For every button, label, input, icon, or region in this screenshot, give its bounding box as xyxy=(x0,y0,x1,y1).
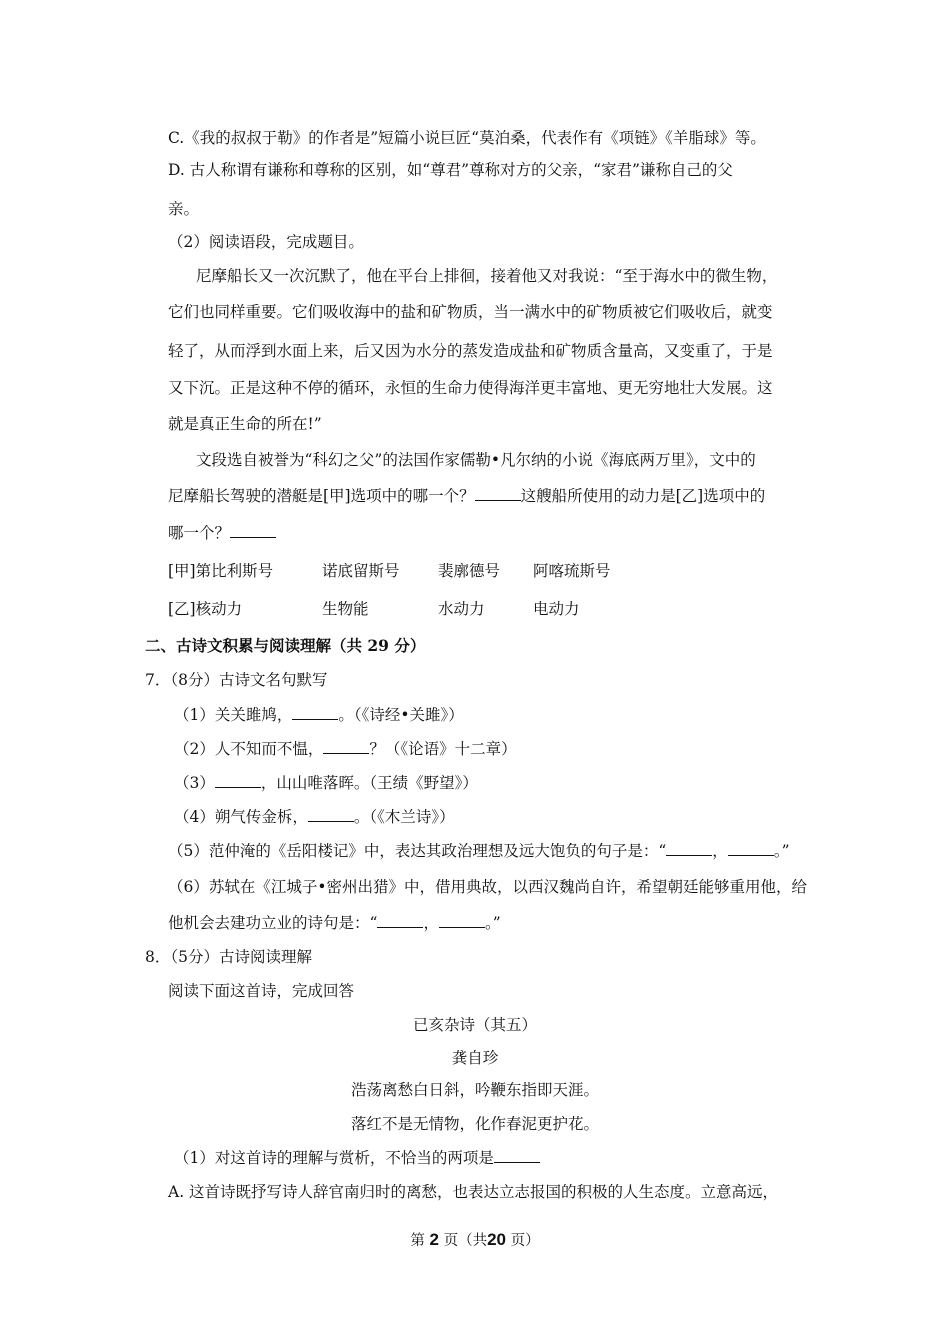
footer-total-pages: 20 xyxy=(487,1230,506,1249)
answer-blank[interactable] xyxy=(475,486,521,501)
q6-question-line1: 文段选自被誉为“科幻之父”的法国作家儒勒•凡尔纳的小说《海底两万里》，文中的 xyxy=(196,451,756,469)
q7-item5-text-c: 。” xyxy=(773,842,790,860)
q7-item6-text-a: 他机会去建功立业的诗句是：“ xyxy=(168,914,378,932)
q8-sub1-text: （1）对这首诗的理解与赏析，不恰当的两项是 xyxy=(174,1149,494,1167)
q6-question-line2 xyxy=(168,484,765,508)
q8-sub-1 xyxy=(174,1146,540,1170)
q7-item1-text-a: （1）关关雎鸠， xyxy=(174,706,293,724)
q7-item6-text-c: 。” xyxy=(484,914,501,932)
poem-line-1: 浩荡离愁白日斜，吟鞭东指即天涯。 xyxy=(350,1081,599,1099)
q8-instruction: 阅读下面这首诗，完成回答 xyxy=(168,982,355,1000)
q7-item6-text-b: ， xyxy=(423,914,439,932)
answer-blank[interactable] xyxy=(323,739,369,754)
q7-item5-text-a: （5）范仲淹的《岳阳楼记》中，表达其政治理想及远大饱负的句子是：“ xyxy=(168,842,667,860)
footer-middle: 页（共 xyxy=(443,1233,488,1249)
q7-item-4 xyxy=(174,805,455,829)
q7-item3-text-a: （3） xyxy=(174,774,215,792)
answer-blank[interactable] xyxy=(377,913,423,928)
jia-option-2: 诺底留斯号 xyxy=(322,562,400,580)
passage-line-5: 就是真正生命的所在!” xyxy=(168,415,322,433)
q7-item1-text-b: 。（《诗经•关雎》） xyxy=(338,706,464,724)
answer-blank[interactable] xyxy=(494,1148,540,1163)
yi-option-3: 水动力 xyxy=(438,600,485,618)
q7-item2-text-b: ？（《论语》十二章） xyxy=(369,740,517,758)
q7-item-6-line2 xyxy=(168,911,501,935)
q6-part2-heading: （2）阅读语段，完成题目。 xyxy=(168,233,364,251)
poem-title: 已亥杂诗（其五） xyxy=(412,1016,537,1034)
option-d-line2: 亲。 xyxy=(168,200,200,218)
option-c: C.《我的叔叔于勒》的作者是”短篇小说巨匠“莫泊桑，代表作有《项链》《羊脂球》等。 xyxy=(168,129,766,147)
footer-suffix: 页） xyxy=(510,1233,540,1249)
q7-header: 7．（8分）古诗文名句默写 xyxy=(145,671,328,689)
passage-line-4: 又下沉。正是这种不停的循环，永恒的生命力使得海洋更丰富地、更无穷地壮大发展。这 xyxy=(168,379,773,397)
q7-item4-text-a: （4）朔气传金柝， xyxy=(174,808,308,826)
answer-blank[interactable] xyxy=(230,523,276,538)
q6-question-text-b: 这艘船所使用的动力是[乙]选项中的 xyxy=(520,487,766,505)
jia-option-4: 阿喀琉斯号 xyxy=(533,562,611,580)
q7-item2-text-a: （2）人不知而不愠， xyxy=(174,740,324,758)
q7-item4-text-b: 。（《木兰诗》） xyxy=(353,808,455,826)
footer-prefix: 第 xyxy=(410,1233,425,1249)
answer-blank[interactable] xyxy=(666,841,712,856)
q7-item-1 xyxy=(174,703,464,727)
passage-line-2: 它们也同样重要。它们吸收海中的盐和矿物质，当一满水中的矿物质被它们吸收后，就变 xyxy=(168,303,773,321)
answer-blank[interactable] xyxy=(439,913,485,928)
answer-blank[interactable] xyxy=(215,773,261,788)
yi-option-1: [乙]核动力 xyxy=(168,600,243,618)
answer-blank[interactable] xyxy=(292,705,338,720)
q7-item-2 xyxy=(174,737,517,761)
q8-option-a: A. 这首诗既抒写诗人辞官南归时的离愁，也表达立志报国的积极的人生态度。立意高远， xyxy=(168,1183,779,1201)
q7-item3-text-b: ，山山唯落晖。（王绩《野望》） xyxy=(260,774,478,792)
page-footer xyxy=(0,1228,950,1253)
q8-header: 8．（5分）古诗阅读理解 xyxy=(145,948,312,966)
q6-question-line3 xyxy=(168,521,276,545)
q7-item-3 xyxy=(174,771,478,795)
passage-line-1: 尼摩船长又一次沉默了，他在平台上排徊，接着他又对我说：“至于海水中的微生物， xyxy=(196,267,778,285)
yi-option-4: 电动力 xyxy=(533,600,580,618)
yi-option-2: 生物能 xyxy=(322,600,369,618)
q7-item-5 xyxy=(168,839,790,863)
passage-line-3: 轻了，从而浮到水面上来，后又因为水分的蒸发造成盐和矿物质含量高，又变重了，于是 xyxy=(168,342,773,360)
poem-author: 龚自珍 xyxy=(451,1049,499,1067)
q7-item-6-line1: （6）苏轼在《江城子•密州出猎》中，借用典故，以西汉魏尚自许，希望朝廷能够重用他，给 xyxy=(168,878,808,896)
jia-option-1: [甲]第比利斯号 xyxy=(168,562,274,580)
answer-blank[interactable] xyxy=(308,807,354,822)
q7-item5-text-b: ， xyxy=(712,842,728,860)
poem-line-2: 落红不是无情物，化作春泥更护花。 xyxy=(350,1115,599,1133)
jia-option-3: 裴廓德号 xyxy=(438,562,501,580)
q6-question-text-c: 哪一个？ xyxy=(168,524,231,542)
option-d-line1: D. 古人称谓有谦称和尊称的区别，如“尊君”尊称对方的父亲，“家君”谦称自己的父 xyxy=(168,161,733,179)
section-2-title: 二、古诗文积累与阅读理解（共 29 分） xyxy=(145,636,426,655)
footer-page-number: 2 xyxy=(429,1230,439,1249)
answer-blank[interactable] xyxy=(728,841,774,856)
q6-question-text-a: 尼摩船长驾驶的潜艇是[甲]选项中的哪一个？ xyxy=(168,487,475,505)
